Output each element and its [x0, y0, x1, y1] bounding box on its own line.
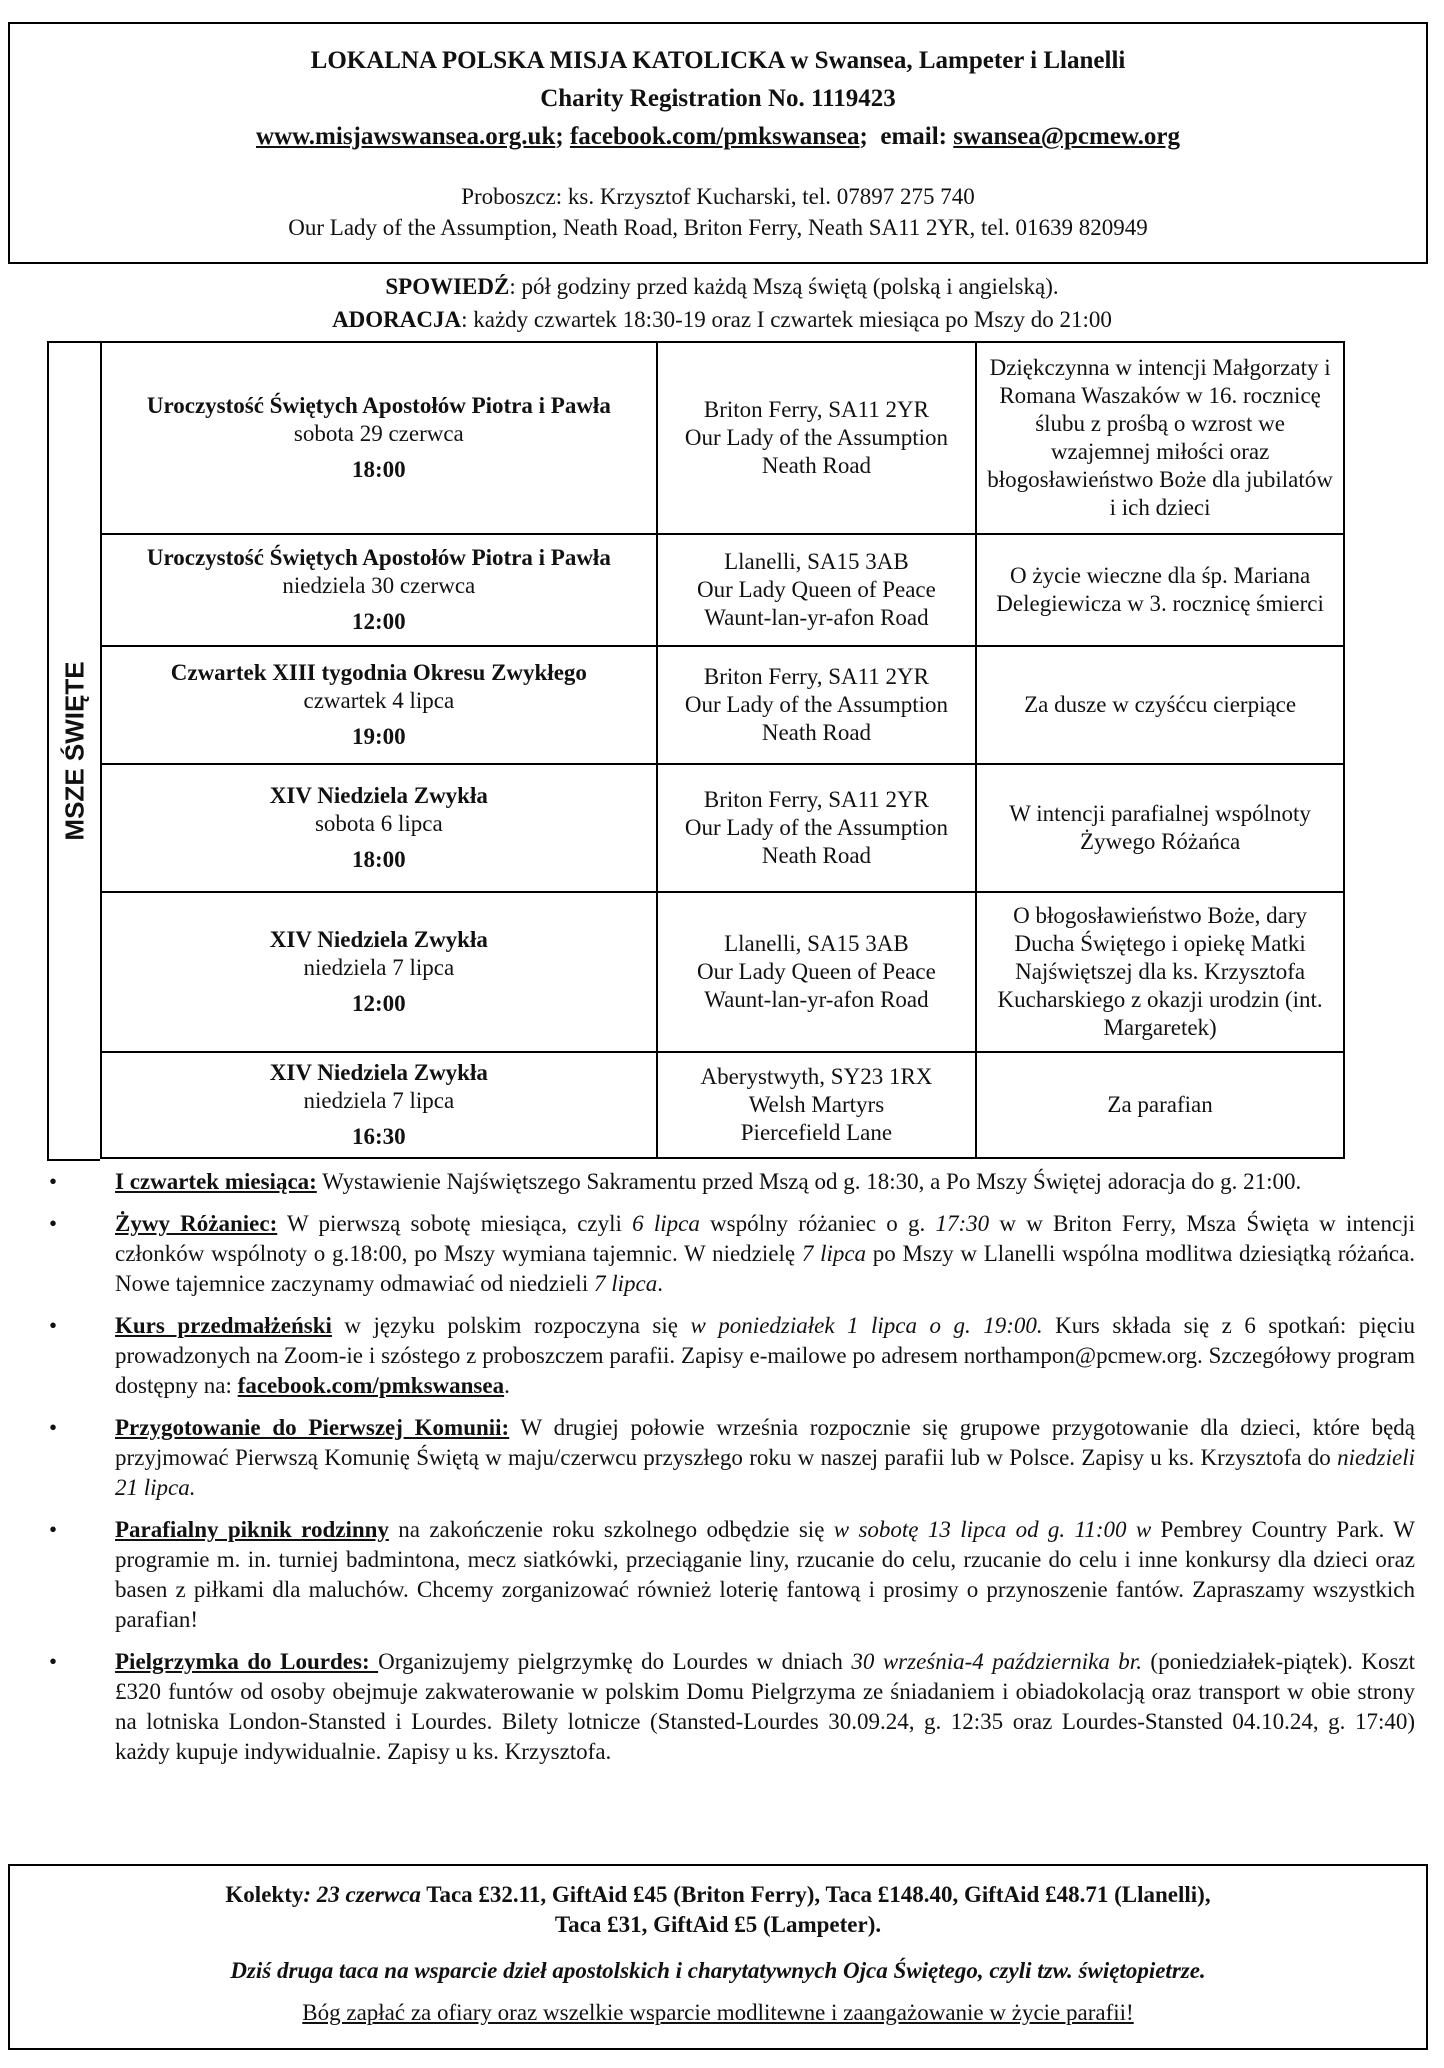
- place-street: Waunt-lan-yr-afon Road: [704, 987, 929, 1012]
- note-emphasis: niedzieli 21 lipca.: [115, 1445, 1415, 1500]
- place-town: Briton Ferry, SA11 2YR: [703, 397, 929, 422]
- mass-cell: [101, 646, 657, 764]
- table-row: [101, 764, 1344, 892]
- mass-cell: [101, 764, 657, 892]
- note-text: na zakończenie roku szkolnego odbędzie się: [388, 1517, 834, 1542]
- place-church: Our Lady Queen of Peace: [697, 959, 936, 984]
- bullet: •: [49, 1517, 58, 1542]
- parish-address: Our Lady of the Assumption, Neath Road, Briton Ferry, Neath SA11 2YR, tel. 01639 820949: [288, 215, 1148, 240]
- email-label: email:: [880, 123, 947, 150]
- bullet: •: [49, 1211, 58, 1236]
- mass-title: XIV Niedziela Zwykła: [269, 1060, 488, 1085]
- mass-cell: [101, 892, 657, 1052]
- bullet: •: [49, 1169, 58, 1194]
- note-heading: Kurs przedmałżeński: [115, 1313, 332, 1338]
- mass-title: XIV Niedziela Zwykła: [269, 783, 488, 808]
- side-label: MSZE ŚWIĘTE: [59, 661, 89, 841]
- note-text: W drugiej połowie września rozpocznie się grupowe przygotowanie dla dzieci, które będą przyjmować Pierwszą Komunię Świętą w maju/czerwcu przyszłego roku w naszej parafii lub w Polsce. Zapisy u ks. Krzysztofa do: [115, 1415, 1416, 1470]
- mass-date: sobota 6 lipca: [314, 811, 443, 836]
- note-heading: Parafialny piknik rodzinny: [115, 1517, 389, 1542]
- intention-cell: O życie wieczne dla śp. Mariana Delegiewicza w 3. rocznicę śmierci: [976, 534, 1344, 646]
- collections-date: : 23 czerwca: [303, 1882, 421, 1907]
- note-emphasis: w sobotę 13 lipca od g. 11:00 w: [833, 1517, 1152, 1542]
- announcements: [0, 1167, 1444, 1779]
- place-cell: [657, 534, 977, 646]
- place-cell: [657, 1052, 977, 1158]
- note-text: Kurs składa się z 6 spotkań: pięciu prowadzonych na Zoom-ie i szóstego z proboszczem parafii. Zapisy e-mailowe po adresem northampon@pcmew.org. Szczegółowy program dostępny na:: [115, 1313, 1415, 1398]
- note-text: po Mszy w Llanelli wspólna modlitwa dziesiątką różańca. Nowe tajemnice zaczynamy odmawiać od niedzieli: [115, 1241, 1415, 1296]
- mass-schedule: [47, 341, 1346, 1161]
- note-emphasis: w poniedziałek 1 lipca o g. 19:00.: [690, 1313, 1043, 1338]
- note-heading: Żywy Różaniec:: [115, 1211, 278, 1236]
- thanks-line: Bóg zapłać za ofiary oraz wszelkie wsparcie modlitewne i zaangażowanie w życie parafii!: [302, 2000, 1134, 2025]
- adoration-info: [0, 305, 1444, 335]
- place-town: Briton Ferry, SA11 2YR: [703, 787, 929, 812]
- place-church: Welsh Martyrs: [748, 1092, 885, 1117]
- table-row: [101, 342, 1344, 534]
- mass-time: 19:00: [352, 724, 406, 749]
- note-text: w w Briton Ferry, Msza Święta w intencji członków wspólnoty o g.18:00, po Mszy wymiana tajemnic. W niedzielę: [115, 1211, 1415, 1266]
- intention-cell: O błogosławieństwo Boże, dary Ducha Świętego i opiekę Matki Najświętszej dla ks. Krzysztofa Kucharskiego z okazji urodzin (int. Margaretek): [976, 892, 1344, 1052]
- place-street: Waunt-lan-yr-afon Road: [704, 605, 929, 630]
- place-cell: [657, 892, 977, 1052]
- second-collection: Dziś druga taca na wsparcie dzieł apostolskich i charytatywnych Ojca Świętego, czyli tzw. świętopietrze.: [230, 1958, 1206, 1983]
- note-text: Organizujemy pielgrzymkę do Lourdes w dniach: [378, 1649, 852, 1674]
- mass-date: niedziela 7 lipca: [303, 955, 455, 980]
- place-street: Piercefield Lane: [740, 1120, 893, 1145]
- mission-title: LOKALNA POLSKA MISJA KATOLICKA w Swansea, Lampeter i Llanelli: [310, 47, 1126, 74]
- mass-date: niedziela 7 lipca: [303, 1088, 455, 1113]
- mass-time: 18:00: [352, 457, 406, 482]
- side-label-box: [47, 341, 100, 1161]
- note-emphasis: 7 lipca: [801, 1241, 867, 1266]
- bullet: •: [49, 1415, 58, 1440]
- collections-text: Taca £32.11, GiftAid £45 (Briton Ferry), Taca £148.40, GiftAid £48.71 (Llanelli),: [420, 1882, 1211, 1907]
- mass-cell: [101, 342, 657, 534]
- note-emphasis: 17:30: [935, 1211, 990, 1236]
- adoration-text: : każdy czwartek 18:30-19 oraz I czwartek miesiąca po Mszy do 21:00: [461, 307, 1112, 332]
- list-item: [49, 1311, 1415, 1401]
- priest-contact: Proboszcz: ks. Krzysztof Kucharski, tel. 07897 275 740: [461, 184, 975, 209]
- place-church: Our Lady of the Assumption: [684, 425, 949, 450]
- adoration-label: ADORACJA: [332, 307, 462, 332]
- bullet: •: [49, 1649, 58, 1674]
- note-text: .: [504, 1373, 510, 1398]
- mass-title: Uroczystość Świętych Apostołów Piotra i Pawła: [146, 545, 611, 570]
- note-heading: I czwartek miesiąca:: [115, 1169, 317, 1194]
- header-box: [8, 22, 1428, 264]
- intention-cell: Za dusze w czyśćcu cierpiące: [976, 646, 1344, 764]
- mass-time: 18:00: [352, 847, 406, 872]
- place-cell: [657, 764, 977, 892]
- facebook-link[interactable]: facebook.com/pmkswansea: [569, 123, 860, 150]
- bullet: •: [49, 1313, 58, 1338]
- facebook-link[interactable]: facebook.com/pmkswansea: [237, 1373, 505, 1398]
- place-street: Neath Road: [761, 720, 872, 745]
- mass-date: czwartek 4 lipca: [303, 688, 455, 713]
- list-item: [49, 1209, 1415, 1299]
- confession-info: [0, 272, 1444, 302]
- table-row: [101, 534, 1344, 646]
- mass-time: 16:30: [352, 1124, 406, 1149]
- separator: ;: [859, 123, 868, 150]
- note-text: wspólny różaniec o g.: [699, 1211, 936, 1236]
- collections-label: Kolekty: [225, 1882, 304, 1907]
- intention-cell: Dziękczynna w intencji Małgorzaty i Romana Waszaków w 16. rocznicę ślubu z prośbą o wzrost we wzajemnej miłości oraz błogosławieństwo Boże dla jubilatów i ich dzieci: [976, 342, 1344, 534]
- footer-box: [8, 1864, 1428, 2050]
- place-town: Briton Ferry, SA11 2YR: [703, 664, 929, 689]
- website-link[interactable]: www.misjawswansea.org.uk: [256, 123, 556, 150]
- place-cell: [657, 646, 977, 764]
- intention-cell: W intencji parafialnej wspólnoty Żywego Różańca: [976, 764, 1344, 892]
- note-emphasis: 30 września-4 października br.: [851, 1649, 1142, 1674]
- note-heading: Przygotowanie do Pierwszej Komunii:: [115, 1415, 510, 1440]
- mass-title: Uroczystość Świętych Apostołów Piotra i Pawła: [146, 393, 611, 418]
- collections-line: [10, 1880, 1426, 1910]
- place-church: Our Lady Queen of Peace: [697, 577, 936, 602]
- list-item: [49, 1515, 1415, 1635]
- place-cell: [657, 342, 977, 534]
- mass-title: XIV Niedziela Zwykła: [269, 927, 488, 952]
- place-church: Our Lady of the Assumption: [684, 692, 949, 717]
- place-town: Llanelli, SA15 3AB: [724, 549, 909, 574]
- note-text: Wystawienie Najświętszego Sakramentu przed Mszą od g. 18:30, a Po Mszy Świętej adoracja do g. 21:00.: [316, 1169, 1302, 1194]
- place-church: Our Lady of the Assumption: [684, 815, 949, 840]
- note-text: (poniedziałek-piątek). Koszt £320 funtów od osoby obejmuje zakwaterowanie w polskim Domu Pielgrzyma ze śniadaniem i obiadokolacją oraz transport w obie strony na lotniska London-Stansted i Lourdes. Bilety lotnicze (Stansted-Lourdes 30.09.24, g. 12:35 oraz Lourdes-Stansted 04.10.24, g. 17:40) każdy kupuje indywidualnie. Zapisy u ks. Krzysztofa.: [115, 1649, 1415, 1764]
- place-town: Aberystwyth, SY23 1RX: [700, 1064, 933, 1089]
- note-emphasis: 6 lipca: [632, 1211, 700, 1236]
- mass-table: [100, 341, 1345, 1159]
- place-street: Neath Road: [761, 453, 872, 478]
- mass-date: sobota 29 czerwca: [293, 421, 464, 446]
- separator: ;: [555, 123, 564, 150]
- note-text: Pembrey Country Park. W programie m. in. turniej badmintona, mecz siatkówki, przeciąganie liny, rzucanie do celu, rzucanie do celu i inne konkursy dla dzieci oraz basen z piłkami dla maluchów. Chcemy zorganizować również loterię fantową i prosimy o przynoszenie fantów. Zapraszamy wszystkich parafian!: [115, 1517, 1415, 1632]
- table-row: [101, 892, 1344, 1052]
- table-row: [101, 646, 1344, 764]
- place-street: Neath Road: [761, 843, 872, 868]
- email-link[interactable]: swansea@pcmew.org: [953, 123, 1180, 150]
- table-row: [101, 1052, 1344, 1158]
- confession-text: : pół godziny przed każdą Mszą świętą (polską i angielską).: [509, 274, 1059, 299]
- note-text: .: [657, 1271, 663, 1296]
- note-text: W pierwszą sobotę miesiąca, czyli: [277, 1211, 633, 1236]
- intention-cell: Za parafian: [976, 1052, 1344, 1158]
- note-heading: Pielgrzymka do Lourdes:: [115, 1649, 379, 1674]
- mass-time: 12:00: [352, 609, 406, 634]
- mass-cell: [101, 1052, 657, 1158]
- charity-registration: Charity Registration No. 1119423: [540, 85, 896, 112]
- mass-title: Czwartek XIII tygodnia Okresu Zwykłego: [170, 660, 587, 685]
- list-item: [49, 1413, 1416, 1503]
- note-emphasis: 7 lipca: [593, 1271, 658, 1296]
- contact-links: [10, 118, 1426, 156]
- place-town: Llanelli, SA15 3AB: [724, 931, 909, 956]
- mass-time: 12:00: [352, 991, 406, 1016]
- list-item: [49, 1647, 1415, 1767]
- mass-cell: [101, 534, 657, 646]
- collections-line-2: Taca £31, GiftAid £5 (Lampeter).: [554, 1912, 882, 1937]
- mass-date: niedziela 30 czerwca: [282, 573, 476, 598]
- note-text: w języku polskim rozpoczyna się: [331, 1313, 691, 1338]
- list-item: [49, 1167, 1415, 1197]
- confession-label: SPOWIEDŹ: [385, 274, 510, 299]
